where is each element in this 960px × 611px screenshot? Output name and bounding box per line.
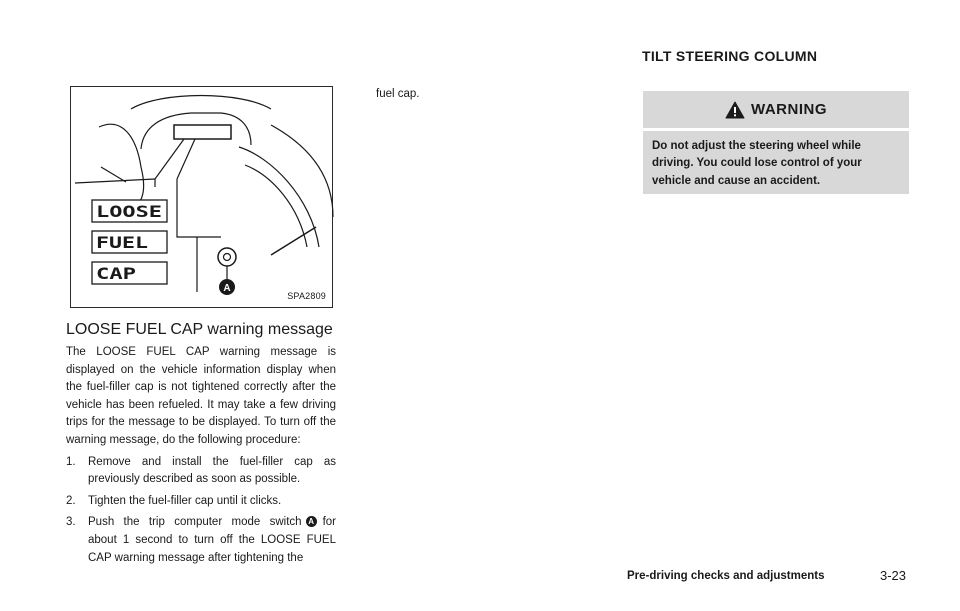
warning-header <box>643 91 909 128</box>
lcd-inset <box>92 200 167 284</box>
step-number: 1. <box>66 455 76 468</box>
warning-divider <box>643 128 909 131</box>
procedure-list <box>66 454 336 568</box>
instrument-cluster-illustration <box>71 87 334 309</box>
tilt-steering-heading: TILT STEERING COLUMN <box>642 48 818 64</box>
page-number: 3-23 <box>880 568 907 583</box>
step-text: Remove and install the fuel-filler cap as previously described as soon as possible. <box>88 455 336 486</box>
continued-text: fuel cap. <box>376 88 420 100</box>
list-item <box>66 454 336 489</box>
section-body <box>66 344 336 571</box>
lcd-line-2: FUEL <box>96 233 148 252</box>
step-text-before: Push the trip computer mode switch <box>88 516 302 529</box>
warning-triangle-icon <box>725 101 745 119</box>
warning-title: WARNING <box>751 101 827 118</box>
step-number: 2. <box>66 494 76 507</box>
list-item <box>66 493 336 511</box>
warning-text: Do not adjust the steering wheel while driving. You could lose control of your vehicle and cause an accident. <box>652 140 862 187</box>
svg-text:A: A <box>223 283 231 294</box>
step-text: Tighten the fuel-filler cap until it clicks. <box>88 494 282 507</box>
lcd-line-1: LOOSE <box>96 202 162 221</box>
lcd-line-3: CAP <box>96 264 136 283</box>
step-text-after: for about 1 second to turn off the LOOSE FUEL CAP warning message after tightening the <box>88 516 336 564</box>
figure-code: SPA2809 <box>287 291 326 301</box>
list-item <box>66 514 336 567</box>
step-number: 3. <box>66 516 76 529</box>
warning-box <box>643 91 909 194</box>
callout-a-icon <box>219 279 235 295</box>
callout-a-icon: A <box>306 516 317 527</box>
instrument-cluster-figure <box>70 86 333 308</box>
section-title: LOOSE FUEL CAP warning message <box>66 321 333 338</box>
intro-paragraph: The LOOSE FUEL CAP warning message is displayed on the vehicle information display when the fuel-filler cap is not tightened correctly after the vehicle has been refueled. It may take a few driving trips for the message to be displayed. To turn off the warning message, do the following procedure: <box>66 346 336 446</box>
footer-section-name: Pre-driving checks and adjustments <box>627 570 825 582</box>
